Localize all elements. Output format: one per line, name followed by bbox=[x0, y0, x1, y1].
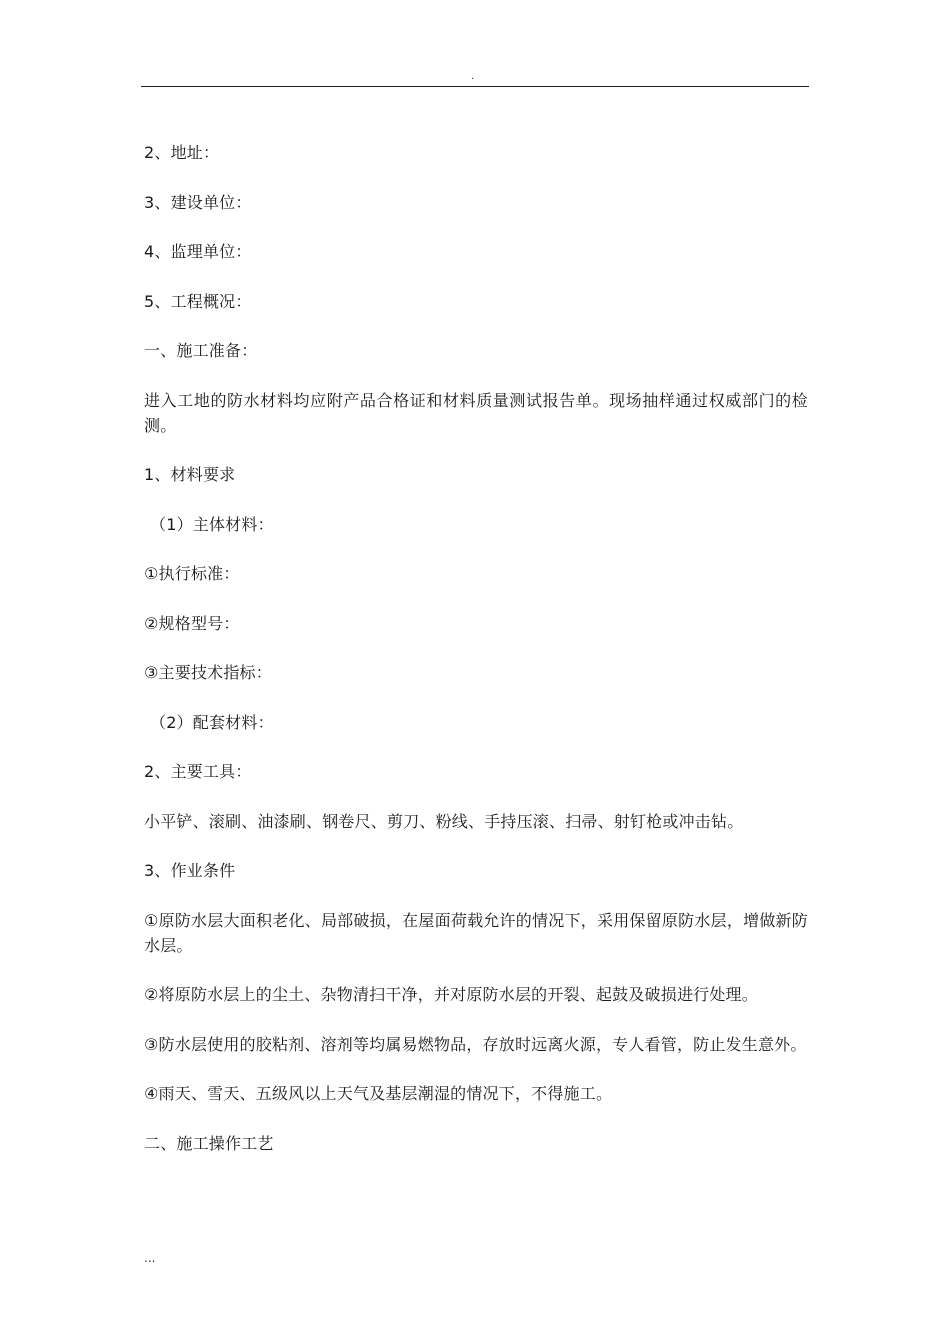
para-address: 2、地址： bbox=[144, 143, 220, 162]
para-material-certificate: 进入工地的防水材料均应附产品合格证和材料质量测试报告单。现场抽样通过权威部门的检测。 bbox=[144, 390, 808, 435]
item-condition-2: ②将原防水层上的尘土、杂物清扫干净，并对原防水层的开裂、起鼓及破损进行处理。 bbox=[144, 985, 758, 1004]
header-rule bbox=[141, 86, 809, 87]
item-condition-3: ③防水层使用的胶粘剂、溶剂等均属易燃物品，存放时远离火源，专人看管，防止发生意外。 bbox=[144, 1034, 807, 1054]
item-standard: ①执行标准： bbox=[144, 564, 240, 583]
section-heading-process: 二、施工操作工艺 bbox=[144, 1133, 274, 1153]
footer-mark: ... bbox=[144, 1251, 156, 1265]
section-heading-preparation: 一、施工准备： bbox=[144, 341, 258, 360]
para-project-overview: 5、工程概况： bbox=[144, 291, 252, 311]
subheading-work-conditions: 3、作业条件 bbox=[144, 861, 236, 880]
para-tool-list: 小平铲、滚刷、油漆刷、钢卷尺、剪刀、粉线、手持压滚、扫帚、射钉枪或冲击钻。 bbox=[144, 811, 744, 831]
item-spec-model: ②规格型号： bbox=[144, 613, 240, 633]
header-mark: . bbox=[471, 71, 475, 82]
subheading-material-requirements: 1、材料要求 bbox=[144, 465, 236, 484]
subheading-main-tools: 2、主要工具： bbox=[144, 762, 252, 781]
item-condition-1: ①原防水层大面积老化、局部破损，在屋面荷载允许的情况下，采用保留原防水层，增做新防水层。 bbox=[144, 910, 808, 955]
item-condition-4: ④雨天、雪天、五级风以上天气及基层潮湿的情况下，不得施工。 bbox=[144, 1084, 613, 1103]
para-construction-unit: 3、建设单位： bbox=[144, 192, 252, 212]
para-supervision-unit: 4、监理单位： bbox=[144, 242, 252, 261]
item-main-material: （1）主体材料： bbox=[150, 514, 274, 534]
item-auxiliary-material: （2）配套材料： bbox=[150, 712, 274, 732]
item-tech-indicators: ③主要技术指标： bbox=[144, 663, 272, 682]
document-body bbox=[144, 140, 808, 1180]
